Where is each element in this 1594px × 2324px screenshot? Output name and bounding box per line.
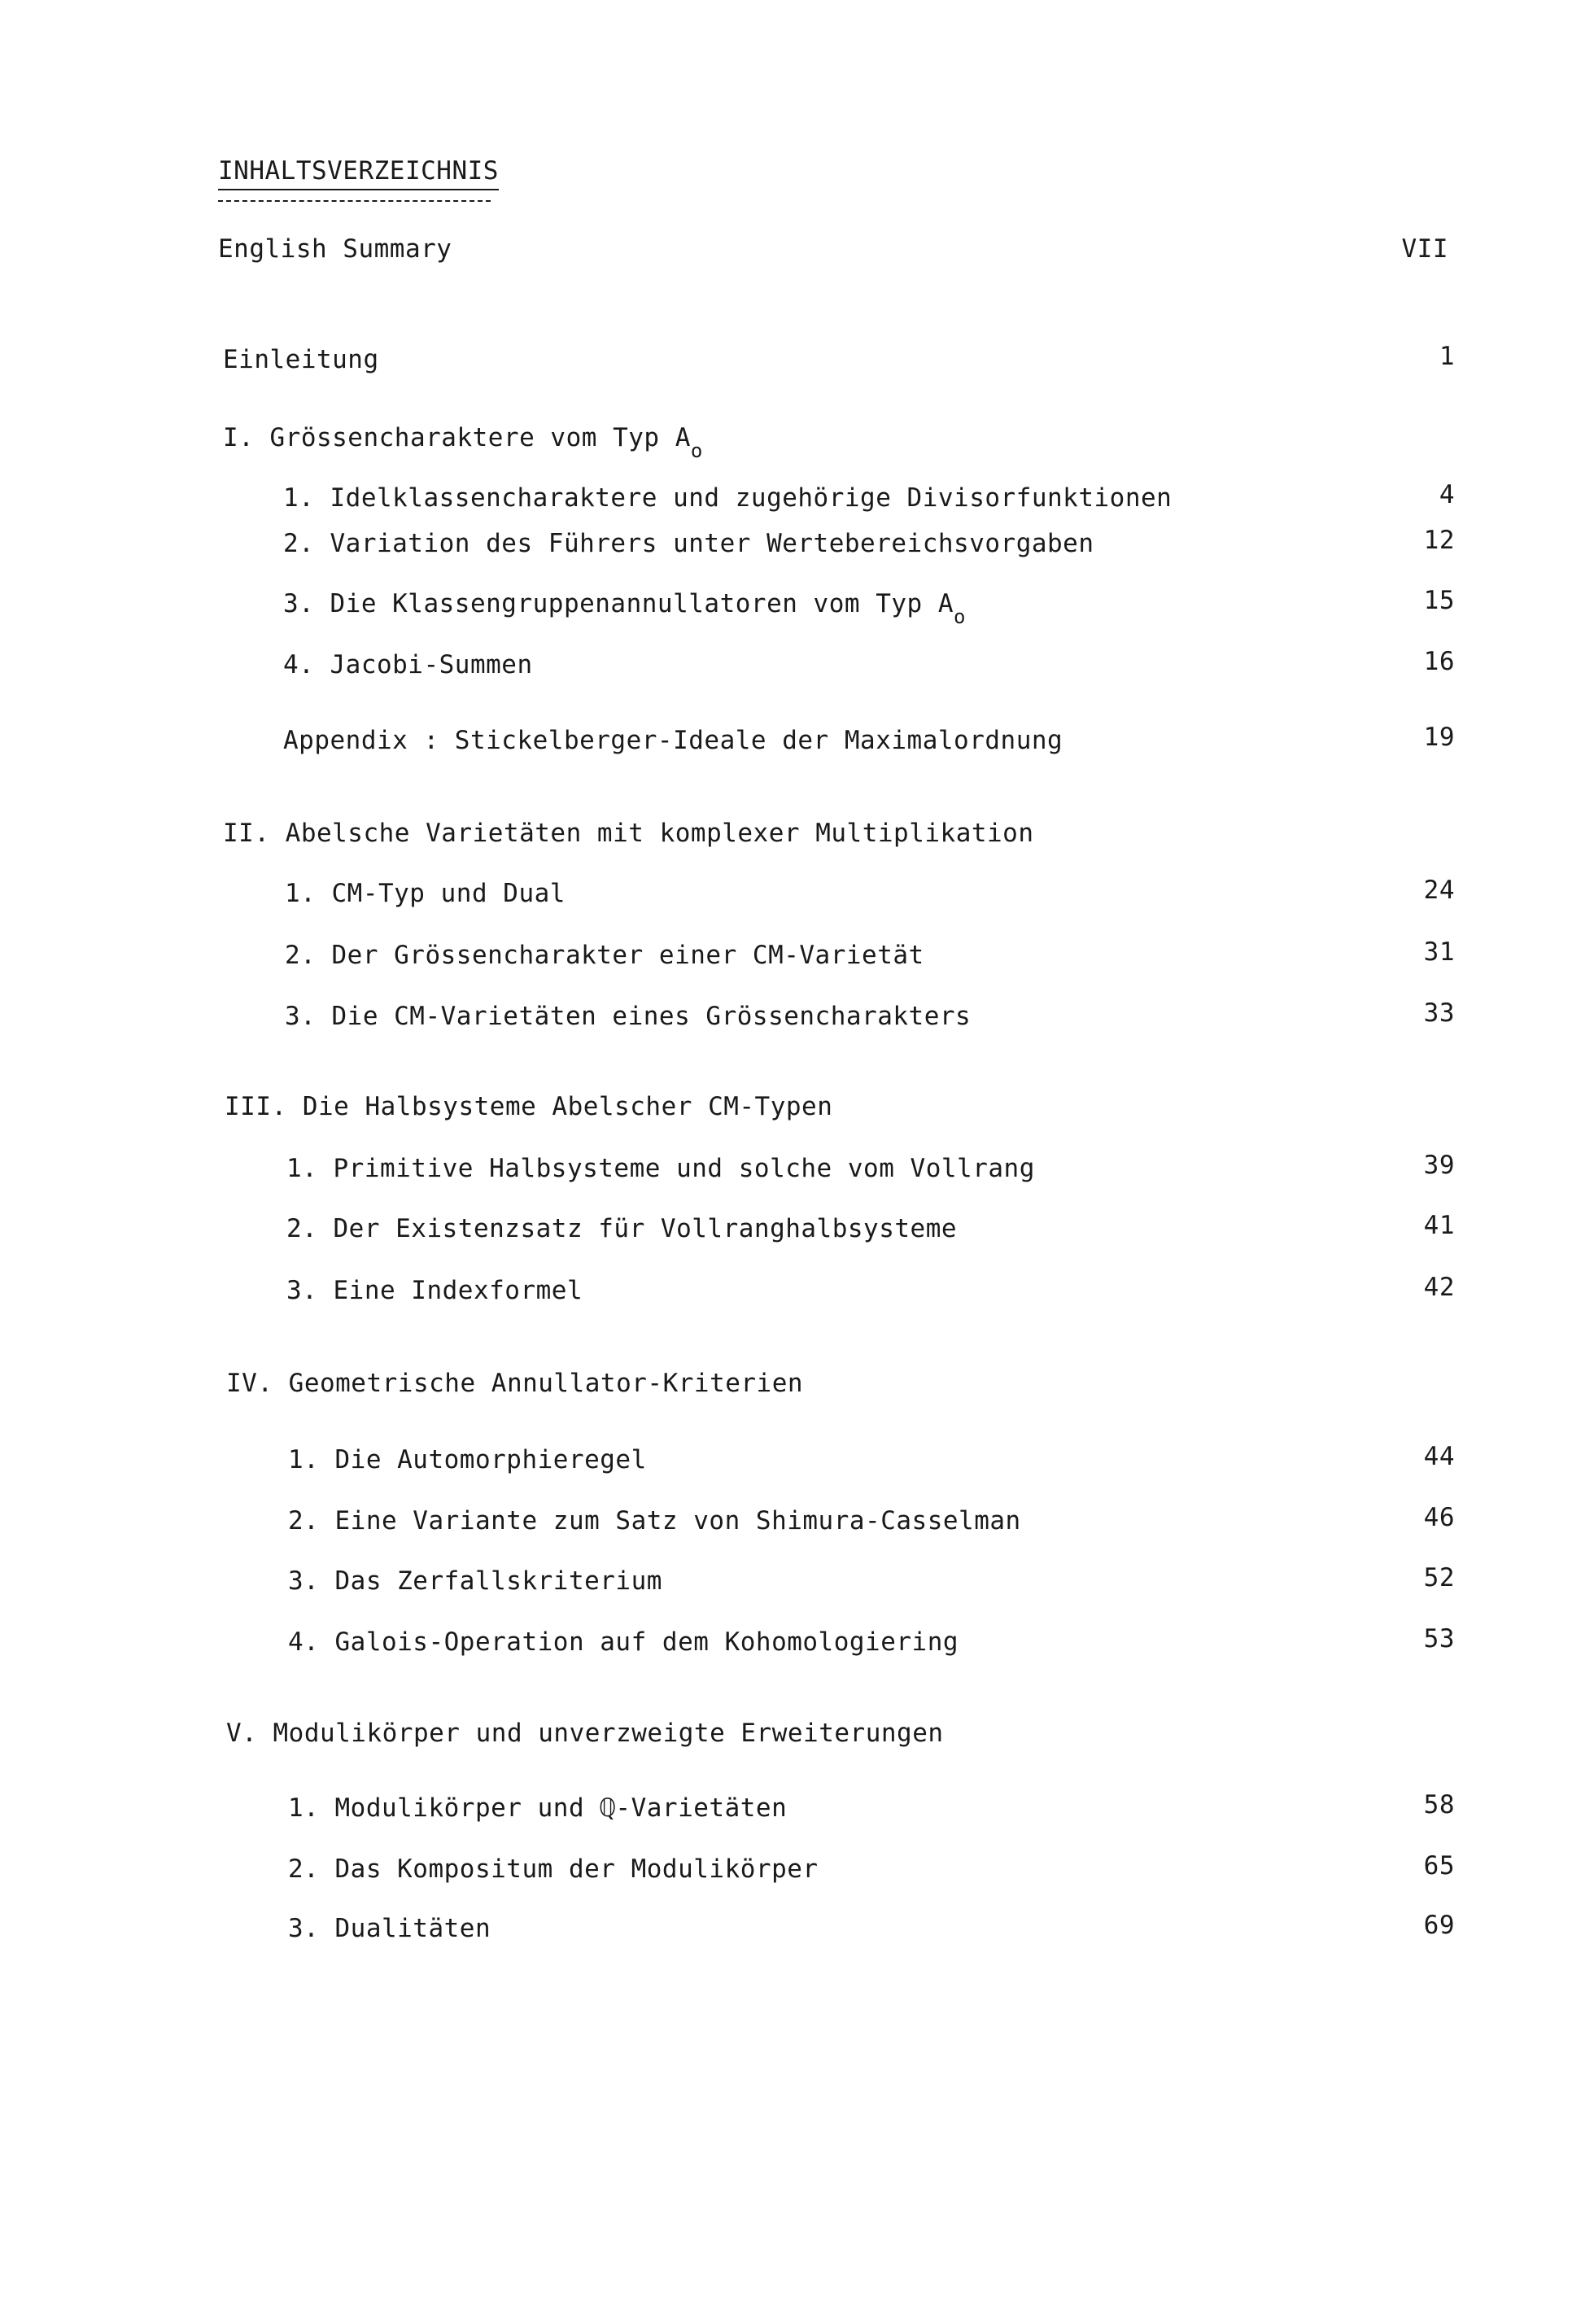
toc-heading: INHALTSVERZEICHNIS xyxy=(218,155,499,190)
toc-entry-page: 19 xyxy=(1423,723,1455,752)
toc-entry-label: Einleitung xyxy=(223,345,379,374)
toc-entry-page: 65 xyxy=(1423,1851,1455,1881)
toc-entry-page: 15 xyxy=(1423,586,1455,615)
toc-entry-page: 24 xyxy=(1423,876,1455,905)
toc-entry-label: 3. Die CM-Varietäten eines Grössencharakters xyxy=(285,1002,972,1031)
toc-entry-label: 3. Dualitäten xyxy=(288,1914,491,1943)
toc-entry-page: 52 xyxy=(1423,1563,1455,1592)
toc-entry-page: 58 xyxy=(1423,1790,1455,1819)
toc-entry-page: 42 xyxy=(1423,1273,1455,1302)
toc-chapter-label: I. Grössencharaktere vom Typ $A_o$ xyxy=(223,423,703,462)
toc-entry-label: 2. Variation des Führers unter Wertebereichsvorgaben xyxy=(283,529,1094,558)
toc-entry-page: 1 xyxy=(1439,342,1455,371)
toc-entry-label: 1. Modulikörper und ℚ-Varietäten xyxy=(288,1793,788,1823)
toc-chapter-label: V. Modulikörper und unverzweigte Erweiterungen xyxy=(226,1719,944,1748)
toc-entry-page: 16 xyxy=(1423,647,1455,676)
toc-entry-page: 53 xyxy=(1423,1624,1455,1653)
toc-entry-label: 3. Eine Indexformel xyxy=(286,1276,583,1305)
toc-entry-label: 1. CM-Typ und Dual xyxy=(285,879,566,908)
toc-entry-page: 69 xyxy=(1423,1911,1455,1940)
toc-entry-label: 3. Die Klassengruppenannullatoren vom Typ $A_o$ xyxy=(283,589,966,628)
toc-entry-page: 46 xyxy=(1423,1503,1455,1532)
toc-entry-label: 4. Galois-Operation auf dem Kohomologiering xyxy=(288,1627,959,1657)
toc-entry-page: 33 xyxy=(1423,998,1455,1028)
toc-entry-page: 4 xyxy=(1439,480,1455,509)
toc-entry-label: 4. Jacobi-Summen xyxy=(283,650,533,679)
toc-entry-page: 31 xyxy=(1423,937,1455,967)
toc-entry-label: 2. Das Kompositum der Modulikörper xyxy=(288,1854,819,1884)
toc-chapter-label: II. Abelsche Varietäten mit komplexer Multiplikation xyxy=(223,819,1034,848)
heading-underline xyxy=(218,200,491,202)
toc-entry-page: 41 xyxy=(1423,1211,1455,1240)
toc-entry-label: 2. Der Grössencharakter einer CM-Varietät xyxy=(285,941,924,970)
toc-entry-page: 39 xyxy=(1423,1151,1455,1180)
toc-entry-label: 1. Primitive Halbsysteme und solche vom Vollrang xyxy=(286,1154,1035,1183)
toc-chapter-label: III. Die Halbsysteme Abelscher CM-Typen xyxy=(225,1092,833,1121)
toc-entry-label: 3. Das Zerfallskriterium xyxy=(288,1566,662,1596)
toc-entry-label: 2. Der Existenzsatz für Vollranghalbsysteme xyxy=(286,1214,958,1243)
toc-entry-label: English Summary xyxy=(218,234,452,264)
toc-entry-label: 2. Eine Variante zum Satz von Shimura-Casselman xyxy=(288,1506,1021,1536)
toc-entry-label: 1. Idelklassencharaktere und zugehörige Divisorfunktionen xyxy=(283,483,1173,513)
toc-entry-page: VII xyxy=(1401,234,1448,264)
toc-entry-page: 12 xyxy=(1423,526,1455,555)
toc-entry-page: 44 xyxy=(1423,1442,1455,1471)
toc-entry-label: Appendix : Stickelberger-Ideale der Maximalordnung xyxy=(283,726,1063,755)
toc-entry-label: 1. Die Automorphieregel xyxy=(288,1445,647,1474)
subscript: o xyxy=(954,605,966,628)
subscript: o xyxy=(690,439,703,462)
toc-chapter-label: IV. Geometrische Annullator-Kriterien xyxy=(226,1369,804,1398)
